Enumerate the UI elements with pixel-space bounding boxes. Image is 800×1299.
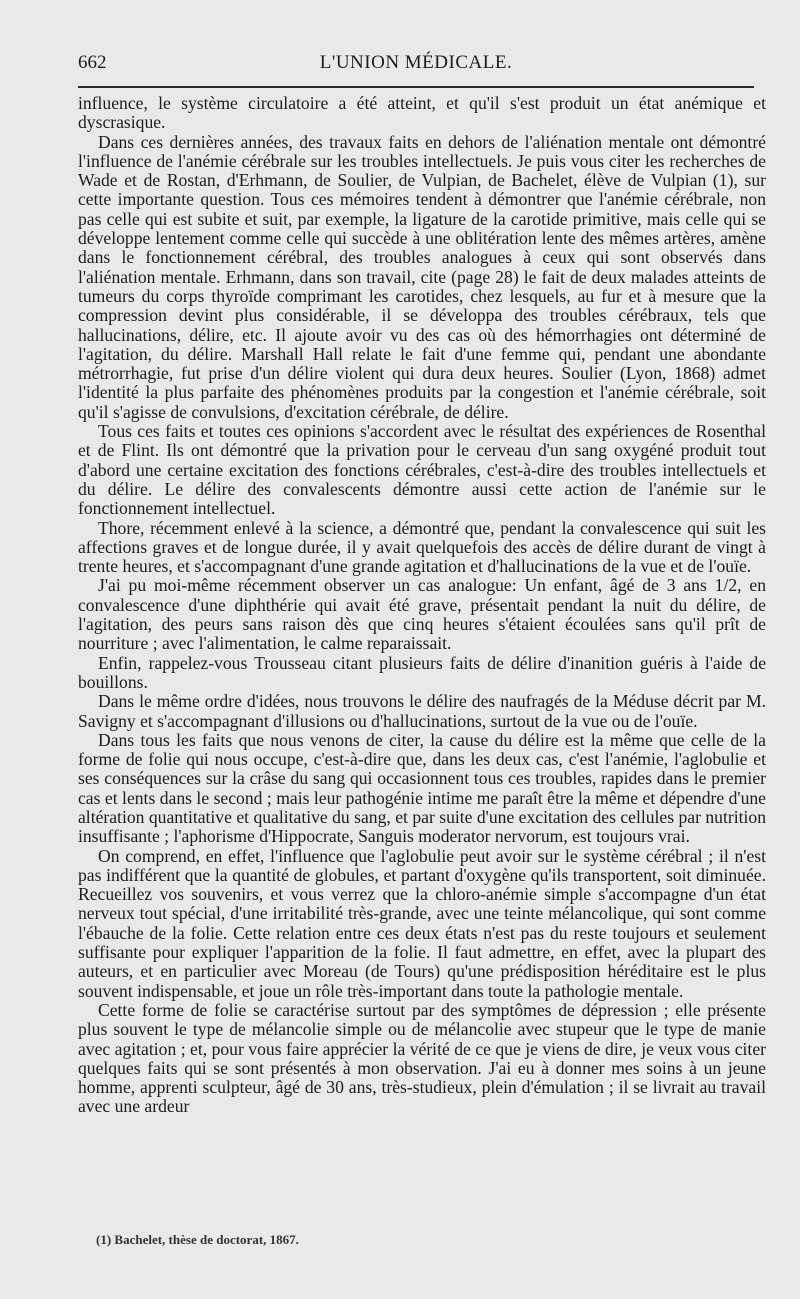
paragraph: influence, le système circulatoire a été atteint, et qu'il s'est produit un état anémique et dyscrasique. [78,93,766,133]
paragraph: Tous ces faits et toutes ces opinions s'accordent avec le résultat des expériences de Rosenthal et de Flint. Ils ont démontré que la privation pour le cerveau d'un sang oxygéné produit tout d'abord une certaine excitation des fonctions cérébrales, c'est-à-dire des troubles intellectuels et du délire. Le délire des convalescents démontre aussi cette action de l'anémie sur le fonctionnement intellectuel. [78,421,766,519]
body-text [78,94,766,1117]
header-rule [78,86,754,88]
paragraph: On comprend, en effet, l'influence que l'aglobulie peut avoir sur le système cérébral ; il n'est pas indifférent que la quantité de globules, et partant d'oxygène qu'ils transportent, soit diminuée. Recueillez vos souvenirs, et vous verrez que la chloro-anémie simple s'accompagne d'un état nerveux tout spécial, d'une irritabilité très-grande, avec une teinte mélancolique, qui sont comme l'ébauche de la folie. Cette relation entre ces deux états n'est pas du reste toujours et seulement suffisante pour expliquer l'apparition de la folie. Il faut admettre, en effet, avec la plupart des auteurs, et en particulier avec Moreau (de Tours) qu'une prédisposition héréditaire est le plus souvent indispensable, et joue un rôle très-important dans toute la pathologie mentale. [78,845,766,1001]
paragraph: Thore, récemment enlevé à la science, a démontré que, pendant la convalescence qui suit les affections graves et de longue durée, il y avait quelquefois des accès de délire durant de vingt à trente heures, et s'accompagnant d'une grande agitation et d'hallucinations de la vue et de l'ouïe. [78,517,766,577]
paragraph: Dans tous les faits que nous venons de citer, la cause du délire est la même que celle de la forme de folie qui nous occupe, c'est-à-dire que, dans les deux cas, c'est l'anémie, l'aglobulie et ses conséquences sur la crâse du sang qui occasionnent tous ces troubles, rapides dans le premier cas et lents dans le second ; mais leur pathogénie intime me paraît être la même et dépendre d'une altération quantitative et qualitative du sang, et par suite d'une excitation des cellules par nutrition insuffisante ; l'aphorisme d'Hippocrate, Sanguis moderator nervorum, est toujours vrai. [78,729,766,847]
paragraph: Dans le même ordre d'idées, nous trouvons le délire des naufragés de la Méduse décrit par M. Savigny et s'accompagnant d'illusions ou d'hallucinations, surtout de la vue ou de l'ouïe. [78,691,766,731]
page-header [78,50,754,80]
running-title: L'UNION MÉDICALE. [319,52,513,73]
footnote: (1) Bachelet, thèse de doctorat, 1867. [96,1232,299,1247]
paragraph: Enfin, rappelez-vous Trousseau citant plusieurs faits de délire d'inanition guéris à l'aide de bouillons. [78,652,766,692]
paragraph: Cette forme de folie se caractérise surtout par des symptômes de dépression ; elle présente plus souvent le type de mélancolie simple ou de mélancolie avec stupeur que le type de manie avec agitation ; et, pour vous faire apprécier la vérité de ce que je viens de dire, je veux vous citer quelques faits qui se sont présentés à mon observation. J'ai eu à donner mes soins à un jeune homme, apprenti sculpteur, âgé de 30 ans, très-studieux, plein d'émulation ; il se livrait au travail avec une ardeur [78,999,766,1117]
paragraph: Dans ces dernières années, des travaux faits en dehors de l'aliénation mentale ont démontré l'influence de l'anémie cérébrale sur les troubles intellectuels. Je puis vous citer les recherches de Wade et de Rostan, d'Erhmann, de Soulier, de Vulpian, de Bachelet, élève de Vulpian (1), sur cette importante question. Tous ces mémoires tendent à démontrer que l'anémie cérébrale, non pas celle qui est subite et suit, par exemple, la ligature de la carotide primitive, mais celle qui se développe lentement comme celle qui succède à une oblitération lente des mêmes artères, amène dans le fonctionnement cérébral, des troubles analogues à ceux qui sont observés dans l'aliénation mentale. Erhmann, dans son travail, cite (page 28) le fait de deux malades atteints de tumeurs du corps thyroïde comprimant les carotides, chez lesquels, au fur et à mesure que la compression devint plus considérable, il se développa des troubles cérébraux, tels que hallucinations, délire, etc. Il ajoute avoir vu des cas où des hémorrhagies ont déterminé de l'agitation, du délire. Marshall Hall relate le fait d'une femme qui, pendant une abondante métrorrhagie, fut prise d'un délire violent qui dura deux heures. Soulier (Lyon, 1868) admet l'identité la plus parfaite des phénomènes produits par la congestion et l'anémie cérébrale, soit qu'il s'agisse de convulsions, d'excitation cérébrale, de délire. [78,131,766,422]
page-number: 662 [78,52,107,73]
paragraph: J'ai pu moi-même récemment observer un cas analogue: Un enfant, âgé de 3 ans 1/2, en convalescence d'une diphthérie qui avait été grave, présentait pendant la nuit du délire, de l'agitation, des peurs sans raison dès que cinq heures s'étaient écoulées sans qu'il prît de nourriture ; avec l'alimentation, le calme reparaissait. [78,575,766,654]
